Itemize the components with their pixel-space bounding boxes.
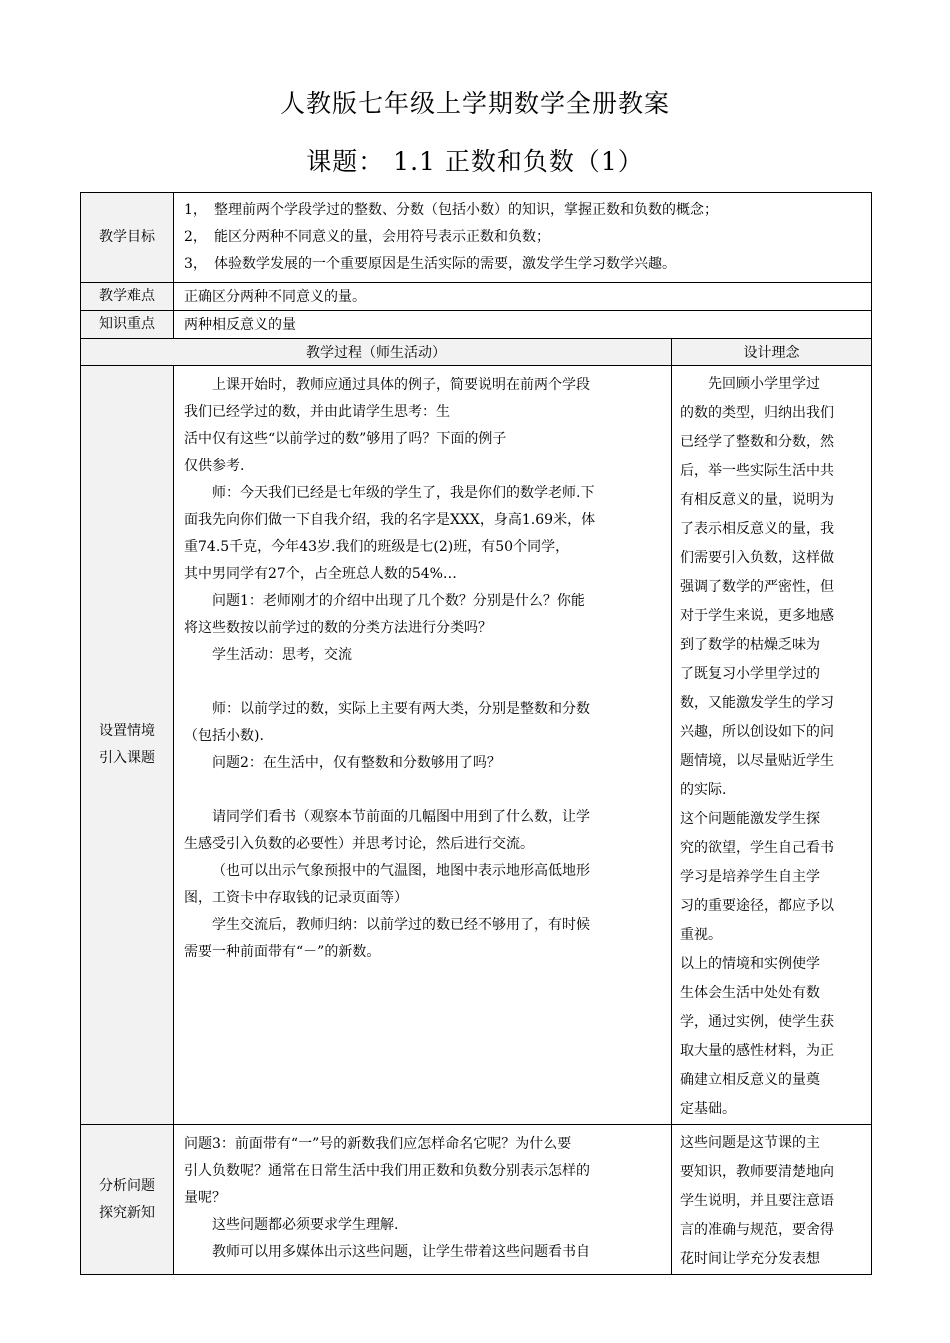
text-line: 花时间让学充分发表想 — [680, 1251, 820, 1267]
objective-item: 1， 整理前两个学段学过的整数、分数（包括小数）的知识，掌握正数和负数的概念； — [184, 202, 718, 218]
text-line: 量呢？ — [184, 1190, 226, 1206]
text-line: 引人负数呢？通常在日常生活中我们用正数和负数分别表示怎样的 — [184, 1163, 590, 1179]
text-line: 兴趣，所以创设如下的问 — [680, 724, 834, 740]
text-line: 需要一种前面带有“－”的新数。 — [184, 944, 381, 960]
text-line: 教师可以用多媒体出示这些问题，让学生带着这些问题看书自 — [212, 1244, 590, 1260]
text-line: 重74.5千克，今年43岁.我们的班级是七(2)班，有50个同学， — [184, 539, 570, 555]
text-line: 其中男同学有27个，占全班总人数的54%… — [184, 566, 457, 582]
difficulty-text: 正确区分两种不同意义的量。 — [174, 283, 872, 311]
section-explore-row — [81, 1125, 872, 1275]
section-explore-label: 分析问题 探究新知 — [81, 1125, 174, 1275]
text-line: 言的准确与规范，要舍得 — [680, 1222, 834, 1238]
text-line: 生体会生活中处处有数 — [680, 985, 820, 1001]
text-line: 已经学了整数和分数，然 — [680, 434, 834, 450]
text-line: 的数的类型，归纳出我们 — [680, 405, 834, 421]
objective-item: 3， 体验数学发展的一个重要原因是生活实际的需要，激发学生学习数学兴趣。 — [184, 256, 676, 272]
text-line: 定基础。 — [680, 1101, 736, 1117]
section-explore-concept — [672, 1125, 872, 1275]
text-line: 活中仅有这些“以前学过的数”够用了吗？下面的例子 — [184, 431, 507, 447]
text-line: 取大量的感性材料，为正 — [680, 1043, 834, 1059]
text-line: 究的欲望，学生自己看书 — [680, 840, 834, 856]
text-line: 学习是培养学生自主学 — [680, 869, 820, 885]
text-line: 学生活动：思考，交流 — [212, 647, 352, 663]
lesson-plan-table — [80, 192, 872, 1275]
difficulty-row — [81, 283, 872, 311]
section-intro-label: 设置情境 引入课题 — [81, 366, 174, 1125]
text-line: 我们已经学过的数，并由此请学生思考：生 — [184, 404, 450, 420]
text-line: 数，又能激发学生的学习 — [680, 695, 834, 711]
section-intro-process — [174, 366, 672, 1125]
key-point-text: 两种相反意义的量 — [174, 311, 872, 339]
text-line: 仅供参考. — [184, 458, 245, 474]
text-line: 这些问题都必须要求学生理解. — [212, 1217, 399, 1233]
lesson-title: 课题： 1.1 正数和负数（1） — [306, 147, 644, 176]
section-intro-row — [81, 366, 872, 1125]
text-line: 后，举一些实际生活中共 — [680, 463, 834, 479]
document-title: 人教版七年级上学期数学全册教案 — [279, 89, 670, 118]
text-line: 有相反意义的量，说明为 — [680, 492, 834, 508]
text-line: 师：今天我们已经是七年级的学生了，我是你们的数学老师.下 — [212, 485, 595, 501]
objectives-list — [174, 193, 872, 283]
text-line: 的实际. — [680, 782, 727, 798]
process-header: 教学过程（师生活动） — [81, 339, 672, 366]
text-line: 问题1：老师刚才的介绍中出现了几个数？分别是什么？你能 — [212, 593, 585, 609]
text-line: 生感受引入负数的必要性）并思考讨论，然后进行交流。 — [184, 836, 534, 852]
text-line: 重视。 — [680, 927, 722, 943]
text-line: 上课开始时，教师应通过具体的例子，简要说明在前两个学段 — [212, 377, 590, 393]
text-line: （包括小数). — [184, 728, 264, 744]
header-row — [81, 339, 872, 366]
text-line: 将这些数按以前学过的数的分类方法进行分类吗？ — [184, 620, 492, 636]
text-line: 了既复习小学里学过的 — [680, 666, 820, 682]
text-line: 师：以前学过的数，实际上主要有两大类，分别是整数和分数 — [212, 701, 590, 717]
text-line: 请同学们看书（观察本节前面的几幅图中用到了什么数，让学 — [212, 809, 590, 825]
text-line: 这些问题是这节课的主 — [680, 1135, 820, 1151]
text-line: 习的重要途径，都应予以 — [680, 898, 834, 914]
text-line: （也可以出示气象预报中的气温图，地图中表示地形高低地形 — [212, 863, 590, 879]
key-point-row — [81, 311, 872, 339]
section-explore-process — [174, 1125, 672, 1275]
text-line: 问题2：在生活中，仅有整数和分数够用了吗？ — [212, 755, 501, 771]
objectives-row — [81, 193, 872, 283]
key-point-label: 知识重点 — [81, 311, 174, 339]
text-line: 到了数学的枯燥乏味为 — [680, 637, 820, 653]
text-line: 对于学生来说，更多地感 — [680, 608, 834, 624]
text-line: 学生交流后，教师归纳：以前学过的数已经不够用了，有时候 — [212, 917, 590, 933]
text-line: 以上的情境和实例使学 — [680, 956, 820, 972]
text-line: 学生说明，并且要注意语 — [680, 1193, 834, 1209]
section-intro-concept — [672, 366, 872, 1125]
text-line: 要知识，教师要清楚地向 — [680, 1164, 834, 1180]
text-line: 们需要引入负数，这样做 — [680, 550, 834, 566]
text-line: 强调了数学的严密性，但 — [680, 579, 834, 595]
text-line: 图，工资卡中存取钱的记录页面等） — [184, 890, 408, 906]
text-line: 问题3：前面带有“一”号的新数我们应怎样命名它呢？为什么要 — [184, 1136, 572, 1152]
objectives-label: 教学目标 — [81, 193, 174, 283]
objective-item: 2， 能区分两种不同意义的量，会用符号表示正数和负数； — [184, 229, 550, 245]
text-line: 这个问题能激发学生探 — [680, 811, 820, 827]
concept-header: 设计理念 — [672, 339, 872, 366]
text-line: 面我先向你们做一下自我介绍，我的名字是XXX，身高1.69米，体 — [184, 512, 596, 528]
text-line: 题情境，以尽量贴近学生 — [680, 753, 834, 769]
text-line: 了表示相反意义的量，我 — [680, 521, 834, 537]
text-line: 确建立相反意义的量奠 — [680, 1072, 820, 1088]
difficulty-label: 教学难点 — [81, 283, 174, 311]
text-line: 先回顾小学里学过 — [708, 376, 820, 392]
text-line: 学，通过实例，使学生获 — [680, 1014, 834, 1030]
